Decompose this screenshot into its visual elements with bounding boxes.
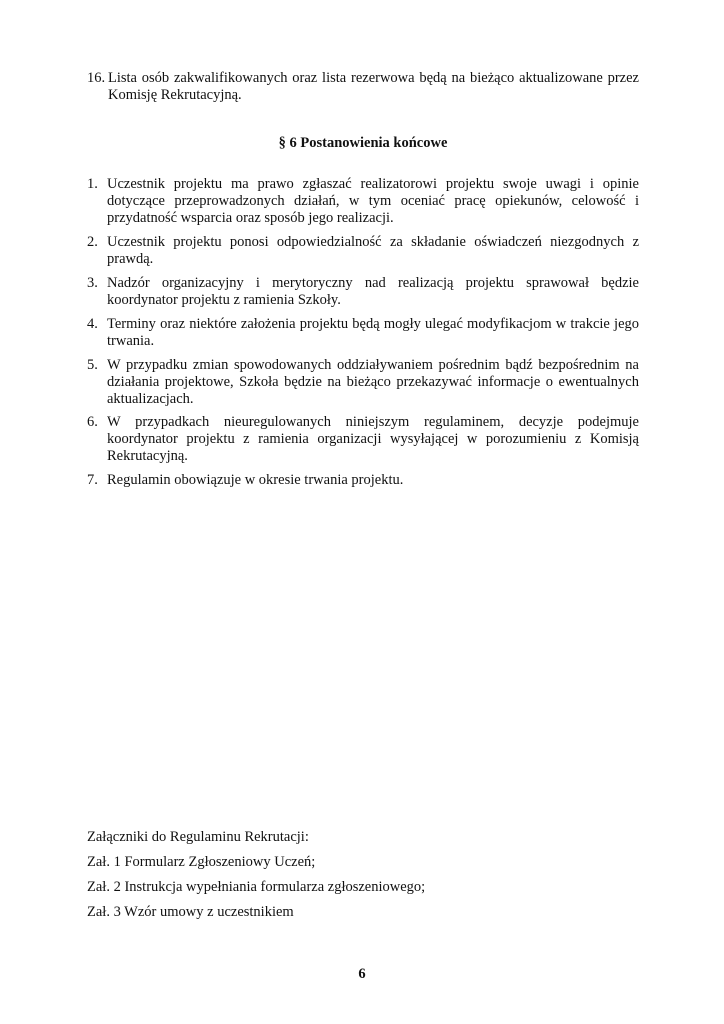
list-item-16 [87, 70, 639, 104]
list-item-4 [87, 316, 639, 350]
list-item-text: Nadzór organizacyjny i merytoryczny nad realizacją projektu sprawował będzie koordynator projektu z ramienia Szkoły. [107, 275, 639, 308]
list-item-text: Terminy oraz niektóre założenia projektu będą mogły ulegać modyfikacjom w trakcie jego trwania. [107, 316, 639, 349]
list-item-text: Uczestnik projektu ma prawo zgłaszać realizatorowi projektu swoje uwagi i opinie dotyczące przeprowadzonych działań, w tym oceniać pracę opiekunów, celowość i przydatność wsparcia oraz sposób jego realizacji. [107, 176, 639, 226]
list-item-7 [87, 472, 639, 489]
list-item-text: W przypadku zmian spowodowanych oddziaływaniem pośrednim bądź bezpośrednim na działania projektowe, Szkoła będzie na bieżąco przekazywać informacje o ewentualnych aktualizacjach. [107, 357, 639, 407]
page-number: 6 [358, 966, 366, 982]
attachments-list [87, 829, 639, 929]
list-item-text: Regulamin obowiązuje w okresie trwania projektu. [107, 472, 404, 488]
attachment-item-2: Zał. 2 Instrukcja wypełniania formularza zgłoszeniowego; [87, 879, 426, 895]
section-heading: § 6 Postanowienia końcowe [278, 135, 448, 151]
list-item-number: 16. [87, 70, 106, 86]
list-item-2 [87, 234, 639, 268]
list-item-number: 3. [87, 275, 98, 291]
list-item-number: 1. [87, 176, 98, 192]
list-item-5 [87, 357, 639, 408]
list-item-6 [87, 414, 639, 465]
list-item-number: 6. [87, 414, 98, 430]
list-item-text: Uczestnik projektu ponosi odpowiedzialność za składanie oświadczeń niezgodnych z prawdą. [107, 234, 639, 267]
list-item-text: Lista osób zakwalifikowanych oraz lista rezerwowa będą na bieżąco aktualizowane przez Komisję Rekrutacyjną. [108, 70, 639, 103]
list-item-number: 2. [87, 234, 98, 250]
list-item-text: W przypadkach nieuregulowanych niniejszym regulaminem, decyzje podejmuje koordynator projektu z ramienia organizacji wysyłającej w porozumieniu z Komisją Rekrutacyjną. [107, 414, 639, 464]
list-item-3 [87, 275, 639, 309]
list-item-number: 7. [87, 472, 98, 488]
list-item-number: 4. [87, 316, 98, 332]
list-item-number: 5. [87, 357, 98, 373]
attachment-item-1: Zał. 1 Formularz Zgłoszeniowy Uczeń; [87, 854, 316, 870]
attachment-item-3: Zał. 3 Wzór umowy z uczestnikiem [87, 904, 294, 920]
list-item-1 [87, 176, 639, 227]
attachments-heading: Załączniki do Regulaminu Rekrutacji: [87, 829, 309, 845]
